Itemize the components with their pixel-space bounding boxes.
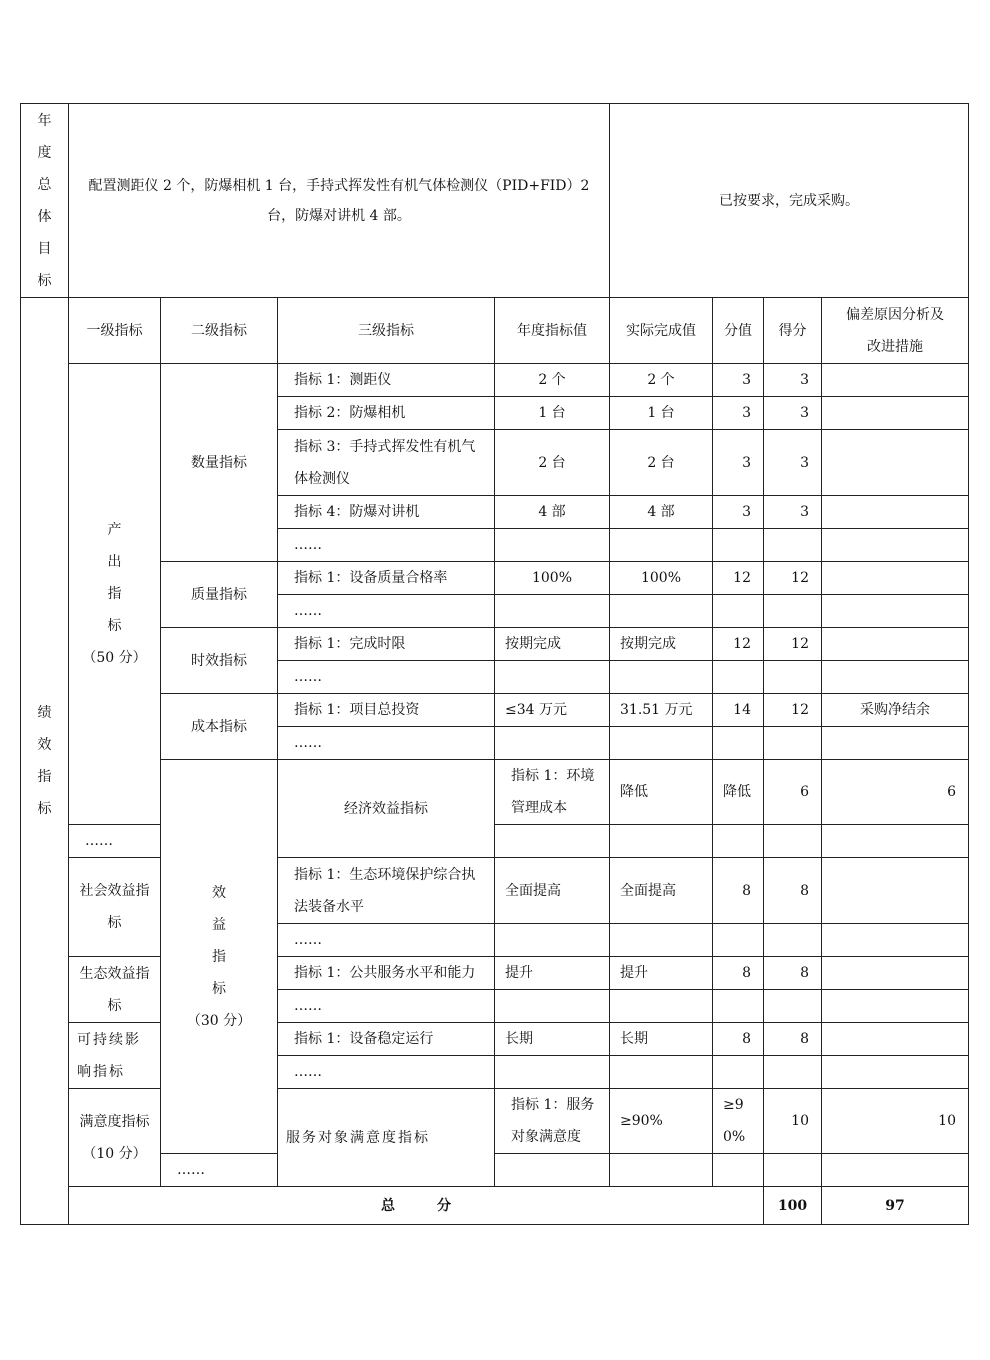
row-c1-got: 12: [764, 694, 822, 727]
row-q2-got: 3: [764, 397, 822, 430]
empty-cell: [764, 1056, 822, 1089]
row-p1-name: 指标 1：设备稳定运行: [278, 1023, 495, 1056]
row-m1-name: 指标 1：服务对象满意度: [495, 1089, 610, 1154]
empty-cell: [495, 727, 610, 760]
row-p1-got: 8: [764, 1023, 822, 1056]
empty-cell: [495, 1056, 610, 1089]
row-e1-got: 6: [822, 760, 969, 825]
header-l2: 二级指标: [161, 298, 278, 364]
row-q4-got: 3: [764, 496, 822, 529]
perf-label: [21, 298, 69, 1225]
row-ellipsis: ……: [278, 990, 495, 1023]
row-g1-actual: 提升: [610, 957, 713, 990]
row-q1-name: 指标 1：测距仪: [278, 364, 495, 397]
group-output: [69, 364, 161, 825]
row-c1-note: 采购净结余: [822, 694, 969, 727]
empty-cell: [495, 990, 610, 1023]
empty-cell: [610, 727, 713, 760]
row-q4-name: 指标 4：防爆对讲机: [278, 496, 495, 529]
row-t1-annual: 按期完成: [495, 628, 610, 661]
row-t1-note: [822, 628, 969, 661]
row-p1-value: 8: [713, 1023, 764, 1056]
group-satisfaction-label: 满意度指标: [79, 1113, 150, 1130]
row-ql1-value: 12: [713, 562, 764, 595]
row-m1-value: 10: [764, 1089, 822, 1154]
row-s1-got: 8: [764, 858, 822, 924]
row-s1-value: 8: [713, 858, 764, 924]
empty-cell: [713, 727, 764, 760]
empty-cell: [764, 661, 822, 694]
row-q4-note: [822, 496, 969, 529]
row-q3-note: [822, 430, 969, 496]
row-q2-name: 指标 2：防爆相机: [278, 397, 495, 430]
row-q2-value: 3: [713, 397, 764, 430]
group-satisfaction: [69, 1089, 161, 1187]
row-t1-value: 12: [713, 628, 764, 661]
goal-label-char: 目: [37, 240, 52, 257]
category-ecological: 生态效益指标: [69, 957, 161, 1023]
row-ql1-got: 12: [764, 562, 822, 595]
group-output-points: （50 分）: [82, 650, 147, 666]
empty-cell: [713, 1056, 764, 1089]
empty-cell: [713, 825, 764, 858]
row-g1-name: 指标 1：公共服务水平和能力: [278, 957, 495, 990]
perf-label-char: 标: [37, 801, 52, 817]
group-output-char: 指: [107, 586, 122, 602]
empty-cell: [495, 661, 610, 694]
empty-cell: [822, 661, 969, 694]
row-ellipsis: ……: [278, 727, 495, 760]
perf-label-char: 指: [37, 769, 52, 785]
row-t1-got: 12: [764, 628, 822, 661]
empty-cell: [495, 595, 610, 628]
header-score-got: 得分: [764, 298, 822, 364]
row-ellipsis: ……: [278, 924, 495, 957]
category-sustainable: 可持续影响指标: [69, 1023, 161, 1089]
category-quality: 质量指标: [161, 562, 278, 628]
header-actual: 实际完成值: [610, 298, 713, 364]
row-e1-actual: 降低: [713, 760, 764, 825]
goal-label-char: 总: [37, 176, 52, 193]
row-q1-value: 3: [713, 364, 764, 397]
row-q4-annual: 4 部: [495, 496, 610, 529]
row-q4-value: 3: [713, 496, 764, 529]
row-ql1-annual: 100%: [495, 562, 610, 595]
row-g1-annual: 提升: [495, 957, 610, 990]
empty-cell: [610, 924, 713, 957]
empty-cell: [610, 825, 713, 858]
goal-label-char: 体: [37, 208, 52, 225]
row-ql1-note: [822, 562, 969, 595]
row-q3-name: 指标 3：手持式挥发性有机气体检测仪: [278, 430, 495, 496]
row-g1-note: [822, 957, 969, 990]
performance-table-page: [20, 103, 968, 1225]
row-e1-name: 指标 1：环境管理成本: [495, 760, 610, 825]
empty-cell: [764, 595, 822, 628]
row-q3-value: 3: [713, 430, 764, 496]
row-ql1-actual: 100%: [610, 562, 713, 595]
row-t1-name: 指标 1：完成时限: [278, 628, 495, 661]
row-ellipsis: ……: [278, 529, 495, 562]
empty-cell: [822, 595, 969, 628]
total-value: 100: [764, 1187, 822, 1225]
category-cost: 成本指标: [161, 694, 278, 760]
row-q3-annual: 2 台: [495, 430, 610, 496]
empty-cell: [764, 529, 822, 562]
group-benefit-points: （30 分）: [186, 1012, 252, 1029]
row-t1-actual: 按期完成: [610, 628, 713, 661]
empty-cell: [610, 661, 713, 694]
group-benefit-char: 效: [212, 884, 226, 901]
row-ellipsis: ……: [278, 661, 495, 694]
empty-cell: [713, 529, 764, 562]
group-benefit: [161, 760, 278, 1154]
empty-cell: [713, 661, 764, 694]
goal-content: 配置测距仪 2 个，防爆相机 1 台，手持式挥发性有机气体检测仪（PID+FID）2 台，防爆对讲机 4 部。: [69, 104, 610, 298]
empty-cell: [610, 595, 713, 628]
group-benefit-char: 指: [212, 948, 226, 965]
row-p1-actual: 长期: [610, 1023, 713, 1056]
goal-label-char: 度: [37, 144, 52, 161]
empty-cell: [822, 727, 969, 760]
category-service: 服务对象满意度指标: [278, 1089, 495, 1187]
empty-cell: [610, 990, 713, 1023]
empty-cell: [495, 924, 610, 957]
group-benefit-char: 益: [212, 916, 226, 933]
goal-result: 已按要求，完成采购。: [610, 104, 969, 298]
total-label: 总 分: [69, 1187, 764, 1225]
goal-label: [21, 104, 69, 298]
header-annual: 年度指标值: [495, 298, 610, 364]
category-timeliness: 时效指标: [161, 628, 278, 694]
empty-cell: [610, 1056, 713, 1089]
group-benefit-char: 标: [212, 980, 226, 997]
perf-label-char: 效: [37, 737, 52, 753]
row-p1-note: [822, 1023, 969, 1056]
empty-cell: [495, 825, 610, 858]
empty-cell: [610, 1154, 713, 1187]
row-ellipsis: ……: [161, 1154, 278, 1187]
group-output-char: 标: [107, 618, 122, 634]
row-ellipsis: ……: [278, 1056, 495, 1089]
row-q1-actual: 2 个: [610, 364, 713, 397]
row-m1-actual: ≥90%: [713, 1089, 764, 1154]
row-m1-got: 10: [822, 1089, 969, 1154]
row-c1-value: 14: [713, 694, 764, 727]
indicator-table: [20, 297, 969, 1225]
goal-table: [20, 103, 969, 298]
row-ellipsis: ……: [278, 595, 495, 628]
row-g1-got: 8: [764, 957, 822, 990]
empty-cell: [495, 529, 610, 562]
header-deviation: 偏差原因分析及改进措施: [822, 298, 969, 364]
row-c1-name: 指标 1：项目总投资: [278, 694, 495, 727]
row-s1-annual: 全面提高: [495, 858, 610, 924]
row-ql1-name: 指标 1：设备质量合格率: [278, 562, 495, 595]
row-g1-value: 8: [713, 957, 764, 990]
empty-cell: [822, 529, 969, 562]
empty-cell: [764, 924, 822, 957]
header-l1: 一级指标: [69, 298, 161, 364]
group-output-char: 出: [107, 554, 122, 570]
empty-cell: [822, 924, 969, 957]
row-s1-name: 指标 1：生态环境保护综合执法装备水平: [278, 858, 495, 924]
empty-cell: [764, 825, 822, 858]
row-c1-annual: ≤34 万元: [495, 694, 610, 727]
row-ellipsis: ……: [69, 825, 161, 858]
header-l3: 三级指标: [278, 298, 495, 364]
empty-cell: [713, 924, 764, 957]
row-q3-actual: 2 台: [610, 430, 713, 496]
row-q2-annual: 1 台: [495, 397, 610, 430]
row-q1-got: 3: [764, 364, 822, 397]
empty-cell: [822, 825, 969, 858]
row-p1-annual: 长期: [495, 1023, 610, 1056]
perf-label-char: 绩: [37, 705, 52, 721]
category-quantity: 数量指标: [161, 364, 278, 562]
category-economic: 经济效益指标: [278, 760, 495, 858]
header-score-value: 分值: [713, 298, 764, 364]
empty-cell: [822, 990, 969, 1023]
row-q2-note: [822, 397, 969, 430]
row-q2-actual: 1 台: [610, 397, 713, 430]
empty-cell: [495, 1154, 610, 1187]
empty-cell: [764, 727, 822, 760]
row-s1-actual: 全面提高: [610, 858, 713, 924]
row-s1-note: [822, 858, 969, 924]
empty-cell: [822, 1056, 969, 1089]
goal-label-char: 标: [37, 272, 52, 289]
row-c1-actual: 31.51 万元: [610, 694, 713, 727]
category-social: 社会效益指标: [69, 858, 161, 957]
empty-cell: [764, 1154, 822, 1187]
empty-cell: [610, 529, 713, 562]
empty-cell: [713, 595, 764, 628]
row-e1-value: 6: [764, 760, 822, 825]
row-q1-annual: 2 个: [495, 364, 610, 397]
empty-cell: [764, 990, 822, 1023]
row-m1-annual: ≥90%: [610, 1089, 713, 1154]
row-e1-annual: 降低: [610, 760, 713, 825]
empty-cell: [713, 1154, 764, 1187]
total-got: 97: [822, 1187, 969, 1225]
group-output-char: 产: [107, 522, 122, 538]
row-q4-actual: 4 部: [610, 496, 713, 529]
group-satisfaction-points: （10 分）: [82, 1145, 147, 1162]
row-q1-note: [822, 364, 969, 397]
empty-cell: [822, 1154, 969, 1187]
empty-cell: [713, 990, 764, 1023]
goal-label-char: 年: [37, 112, 52, 129]
row-q3-got: 3: [764, 430, 822, 496]
